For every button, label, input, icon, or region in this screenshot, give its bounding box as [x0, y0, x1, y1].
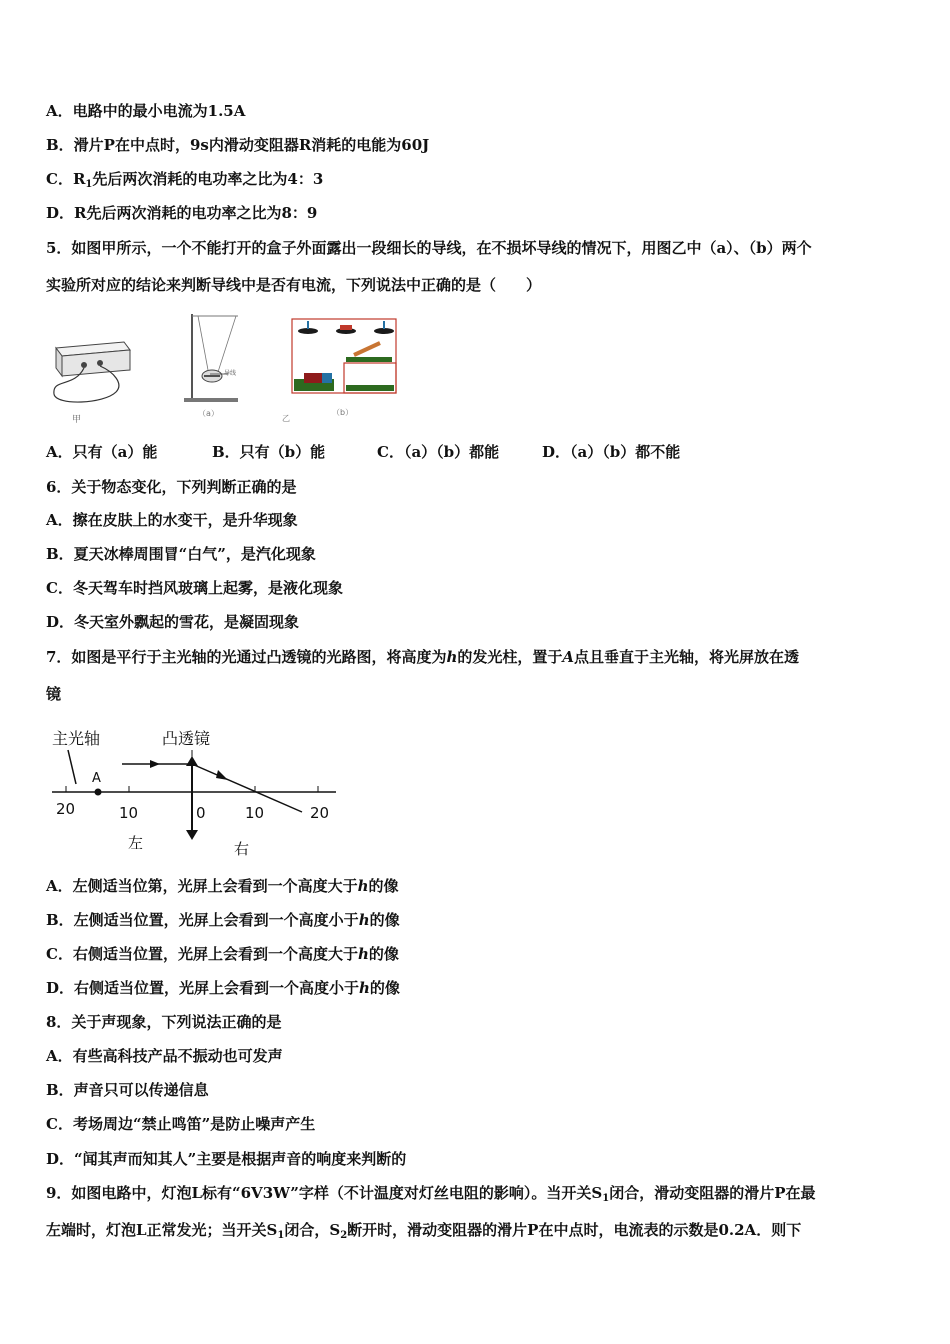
- q7-option-a-post: 的像: [368, 877, 399, 895]
- q9-stem-line2: [46, 1220, 801, 1246]
- q7-tick-left-20: 20: [56, 800, 76, 818]
- q8-option-d: D．“闻其声而知其人”主要是根据声音的响度来判断的: [46, 1150, 407, 1168]
- q9-line2-part-b: 闭合，S: [284, 1221, 341, 1239]
- q5-figure-a-svg: [180, 310, 250, 420]
- q7-lens-label: 凸透镜: [162, 729, 211, 748]
- q8-option-c: C．考场周边“禁止鸣笛”是防止噪声产生: [46, 1115, 316, 1133]
- q8-stem: 8．关于声现象，下列说法正确的是: [46, 1013, 282, 1031]
- q7-stem-point-a: A: [562, 648, 575, 666]
- q7-option-a: [46, 876, 399, 896]
- q7-stem-part-b: 的发光柱，置于: [457, 648, 563, 666]
- q4-option-c-post: 先后两次消耗的电功率之比为4：3: [92, 170, 324, 188]
- q7-tick-right-20: 20: [310, 804, 330, 822]
- q7-point-a-dot: [95, 789, 102, 796]
- q4-option-b: B．滑片P在中点时，9s内滑动变阻器R消耗的电能为60J: [46, 136, 430, 154]
- q8-option-a: A．有些高科技产品不振动也可发声: [46, 1047, 283, 1065]
- q7-main-axis-label: 主光轴: [52, 729, 101, 748]
- q6-option-c: C．冬天驾车时挡风玻璃上起雾，是液化现象: [46, 579, 343, 597]
- q7-option-b-post: 的像: [369, 911, 400, 929]
- q8-option-b: B．声音只可以传递信息: [46, 1081, 209, 1099]
- q7-stem-line2: 镜: [46, 685, 62, 703]
- q5-option-b: B．只有（b）能: [212, 443, 326, 461]
- q7-tick-right-10: 10: [245, 804, 265, 822]
- q7-option-a-h: h: [357, 877, 369, 895]
- q5-a-label: （a）: [198, 409, 219, 418]
- q9-line2-s2-sub: 2: [340, 1230, 348, 1241]
- q7-option-b-h: h: [358, 911, 370, 929]
- q5-figure-b-svg: [280, 315, 405, 425]
- q7-incident-ray-arrow: [150, 760, 160, 768]
- q7-option-a-text: A．左侧适当位第，光屏上会看到一个高度大于: [46, 877, 358, 895]
- q5-options: [46, 442, 680, 462]
- q6-option-b: B．夏天冰棒周围冒“白气”，是汽化现象: [46, 545, 316, 563]
- q9-line2-s1-sub: 1: [277, 1230, 285, 1241]
- q4-option-c-pre: C．R: [46, 170, 86, 188]
- q7-option-d-text: D．右侧适当位置，光屏上会看到一个高度小于: [46, 979, 360, 997]
- q5-stem-line1: 5．如图甲所示，一个不能打开的盒子外面露出一段细长的导线，在不损坏导线的情况下，用图乙中（a）、（b）两个: [46, 239, 812, 257]
- q7-stem-line1: [46, 647, 799, 667]
- q7-option-c-h: h: [357, 945, 369, 963]
- q6-option-d: D．冬天室外飘起的雪花，是凝固现象: [46, 613, 300, 631]
- q5-stem-line2: 实验所对应的结论来判断导线中是否有电流，下列说法中正确的是（ ）: [46, 276, 542, 294]
- q9-stem-line1: [46, 1183, 815, 1209]
- q5-figure-a: [180, 310, 250, 420]
- q7-lens-diagram: [46, 720, 346, 860]
- q6-stem: 6．关于物态变化，下列判断正确的是: [46, 478, 297, 496]
- q7-option-c: [46, 944, 399, 964]
- q5-jia-label: 甲: [72, 415, 82, 425]
- q5-yi-label: 乙: [282, 414, 290, 423]
- q7-lens-bottom-arrow: [186, 830, 198, 840]
- q5-figure-jia: [44, 330, 134, 425]
- q5-figure-jia-svg: [44, 330, 134, 425]
- q4-option-c-sub: 1: [85, 179, 93, 190]
- q7-option-c-text: C．右侧适当位置，光屏上会看到一个高度大于: [46, 945, 358, 963]
- q7-stem-part-c: 点且垂直于主光轴，将光屏放在透: [574, 648, 800, 666]
- q4-option-a: A．电路中的最小电流为1.5A: [46, 102, 246, 120]
- q7-tick-zero: 0: [196, 804, 206, 822]
- q7-right-label: 右: [234, 840, 250, 858]
- q9-line1-part-a: 9．如图电路中，灯泡L标有“6V3W”字样（不计温度对灯丝电阻的影响）。当开关S: [46, 1184, 603, 1202]
- q7-option-b-text: B．左侧适当位置，光屏上会看到一个高度小于: [46, 911, 359, 929]
- q7-stem-h: h: [446, 648, 458, 666]
- q7-option-b: [46, 910, 400, 930]
- q5-option-d: D．（a）（b）都不能: [542, 443, 681, 461]
- q4-option-d: D．R先后两次消耗的电功率之比为8：9: [46, 204, 318, 222]
- q7-lens-diagram-svg: [46, 720, 346, 860]
- q5-option-c: C．（a）（b）都能: [377, 443, 500, 461]
- q7-stem-part-a: 7．如图是平行于主光轴的光通过凸透镜的光路图，将高度为: [46, 648, 447, 666]
- q7-option-d-post: 的像: [369, 979, 400, 997]
- q7-axis-pointer: [68, 750, 76, 784]
- q6-option-a: A．擦在皮肤上的水变干，是升华现象: [46, 511, 298, 529]
- q5-wire-label: 导线: [224, 370, 237, 377]
- q4-option-c: [46, 169, 323, 195]
- q9-line1-s1-sub: 1: [602, 1193, 610, 1204]
- q7-option-d: [46, 978, 400, 998]
- q5-figure-b: [280, 315, 405, 425]
- q5-b-label: （b）: [332, 408, 354, 417]
- q7-refracted-ray-arrow: [216, 770, 228, 780]
- q7-tick-left-10: 10: [119, 804, 139, 822]
- q9-line2-part-c: 断开时，滑动变阻器的滑片P在中点时，电流表的示数是0.2A．则下: [347, 1221, 802, 1239]
- q7-option-c-post: 的像: [368, 945, 399, 963]
- q7-option-d-h: h: [359, 979, 370, 997]
- q5-option-a: A．只有（a）能: [46, 443, 158, 461]
- q7-left-label: 左: [128, 834, 144, 852]
- q9-line2-part-a: 左端时，灯泡L正常发光；当开关S: [46, 1221, 278, 1239]
- q7-point-a-label: A: [92, 771, 101, 786]
- q9-line1-part-b: 闭合，滑动变阻器的滑片P在最: [609, 1184, 816, 1202]
